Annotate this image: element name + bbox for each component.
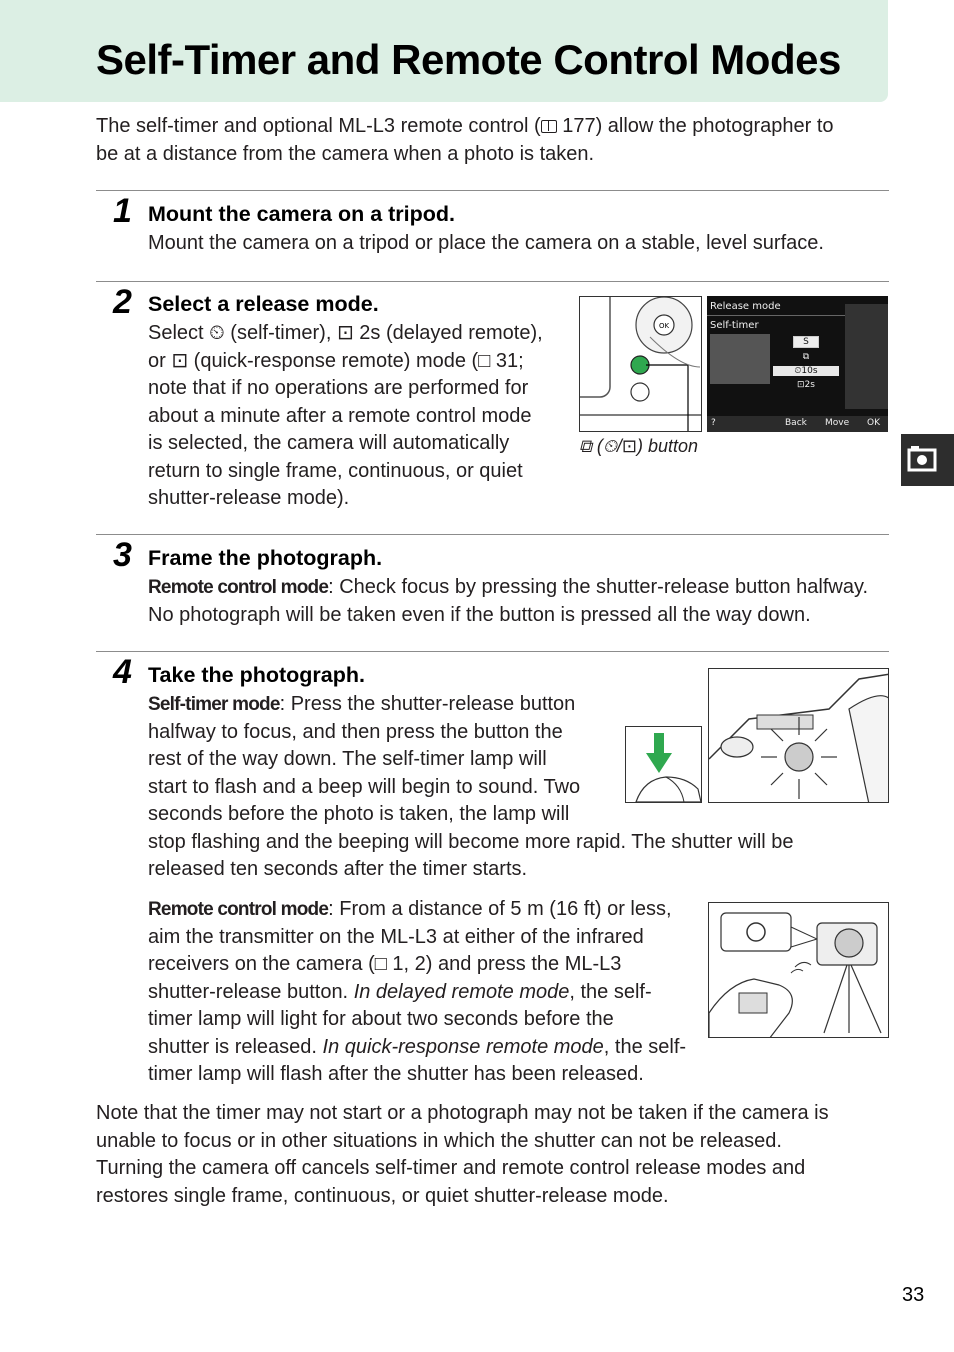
intro-paragraph (96, 113, 896, 168)
self-timer-text: : Press the shutter-release button (279, 693, 576, 715)
step-heading: Mount the camera on a tripod. (148, 202, 455, 226)
mode-label: Self-timer mode (148, 694, 280, 715)
finger-drawing (626, 727, 701, 802)
remote-text: receivers on the camera (□ 1, 2) and press the ML-L3 (148, 953, 622, 975)
remote-text: aim the transmitter on the ML-L3 at either of the infrared (148, 925, 644, 948)
step-number: 4 (113, 653, 132, 691)
remote-control-illustration (708, 902, 889, 1038)
camera-top-illustration (708, 668, 889, 803)
self-timer-text: seconds before the photo is taken, the lamp will (148, 803, 570, 825)
divider (96, 651, 889, 652)
menu-footer (707, 416, 888, 432)
step-2-line: return to single frame, continuous, or quiet (148, 459, 523, 482)
note-text: unable to focus or in other situations in which the shutter can not be released. (96, 1129, 782, 1152)
remote-text: shutter-release button. (148, 980, 354, 1003)
camera-back-drawing (580, 297, 702, 432)
step-2-line: shutter-release mode). (148, 487, 350, 509)
step-heading: Take the photograph. (148, 663, 365, 687)
self-timer-text: stop flashing and the beeping will become more rapid. The shutter will be (148, 830, 794, 853)
self-timer-text: halfway to focus, and then press the button the (148, 720, 563, 743)
menu-option[interactable]: ⧉ (802, 352, 810, 362)
note-text: Note that the timer may not start or a photograph may not be taken if the camera is (96, 1102, 829, 1124)
move-hint: Move (825, 418, 850, 428)
remote-drawing (709, 903, 889, 1038)
self-timer-text: rest of the way down. The self-timer lamp will (148, 748, 547, 770)
camera-back-illustration (579, 296, 702, 432)
page-number: 33 (902, 1284, 925, 1306)
step-number: 2 (113, 283, 132, 321)
divider (96, 534, 889, 535)
step-text: Mount the camera on a tripod or place the camera on a stable, level surface. (148, 232, 824, 254)
menu-options (773, 336, 839, 390)
mode-label: Remote control mode (148, 577, 329, 598)
note-text: Turning the camera off cancels self-timer and remote control release modes and (96, 1157, 806, 1179)
step-heading: Frame the photograph. (148, 546, 383, 570)
menu-option[interactable]: S (793, 336, 819, 348)
step-2-line: about a minute after a remote control mode (148, 404, 532, 427)
remote-text: timer lamp will light for about two seconds before the (148, 1008, 614, 1030)
figure-caption: ⧉ (⏲/⊡) button (579, 436, 699, 456)
release-mode-menu-screen (707, 296, 888, 432)
remote-text: timer lamp will flash after the shutter has been released. (148, 1063, 644, 1085)
intro-text-2: be at a distance from the camera when a photo is taken. (96, 142, 595, 165)
step-2-body (148, 320, 543, 513)
menu-title: Release mode (710, 301, 781, 312)
step-3-text: : Check focus by pressing the shutter-release button halfway. (328, 576, 869, 598)
remote-text: shutter is released. (148, 1035, 323, 1058)
down-arrow-icon (646, 753, 672, 773)
remote-italic: In quick-response remote mode (322, 1035, 604, 1058)
ok-hint: OK (867, 418, 880, 428)
book-icon (541, 120, 557, 133)
intro-text-1: The self-timer and optional ML-L3 remote control ( (96, 115, 541, 137)
step-3-body (148, 574, 868, 629)
remote-text: , the self- (569, 980, 652, 1003)
menu-option[interactable]: ⊡2s (797, 380, 815, 390)
step-number: 1 (113, 192, 132, 230)
finger-press-illustration (625, 726, 702, 803)
step-2-line: is selected, the camera will automatically (148, 432, 510, 454)
self-timer-text: released ten seconds after the timer starts. (148, 858, 528, 880)
menu-subtitle: Self-timer (710, 320, 759, 331)
chapter-tab[interactable] (901, 434, 954, 486)
step-3-text: No photograph will be taken even if the button is pressed all the way down. (148, 603, 811, 626)
menu-side-icons (845, 304, 888, 409)
remote-italic: In delayed remote mode (353, 980, 570, 1003)
step-number: 3 (113, 536, 132, 574)
step-heading: Select a release mode. (148, 292, 379, 316)
remote-text: , the self- (603, 1035, 687, 1058)
divider (96, 281, 889, 282)
menu-option-selected[interactable]: ⏲10s (773, 366, 839, 376)
note-text: restores single frame, continuous, or quiet shutter-release mode. (96, 1184, 669, 1207)
help-icon: ? (711, 418, 716, 428)
self-timer-text: start to flash and a beep will begin to sound. Two (148, 775, 581, 798)
step-2-line: note that if no operations are performed for (148, 377, 529, 399)
back-hint: Back (785, 418, 807, 428)
intro-ref: 177) allow the photographer to (556, 115, 834, 137)
camera-icon (901, 434, 954, 486)
preview-image (710, 334, 770, 384)
remote-text: : From a distance of 5 m (16 ft) or less, (328, 898, 672, 920)
note-paragraph (96, 1100, 829, 1210)
remote-paragraph (148, 896, 686, 1089)
mode-label: Remote control mode (148, 899, 329, 920)
camera-top-drawing (709, 669, 889, 803)
page-title: Self-Timer and Remote Control Modes (96, 36, 841, 83)
divider (96, 190, 889, 191)
svg-text:OK: OK (658, 322, 670, 330)
step-2-line: Select ⏲ (self-timer), ⊡ 2s (delayed remote), (148, 322, 543, 344)
step-2-line: or ⊡ (quick-response remote) mode (□ 31; (148, 349, 524, 372)
